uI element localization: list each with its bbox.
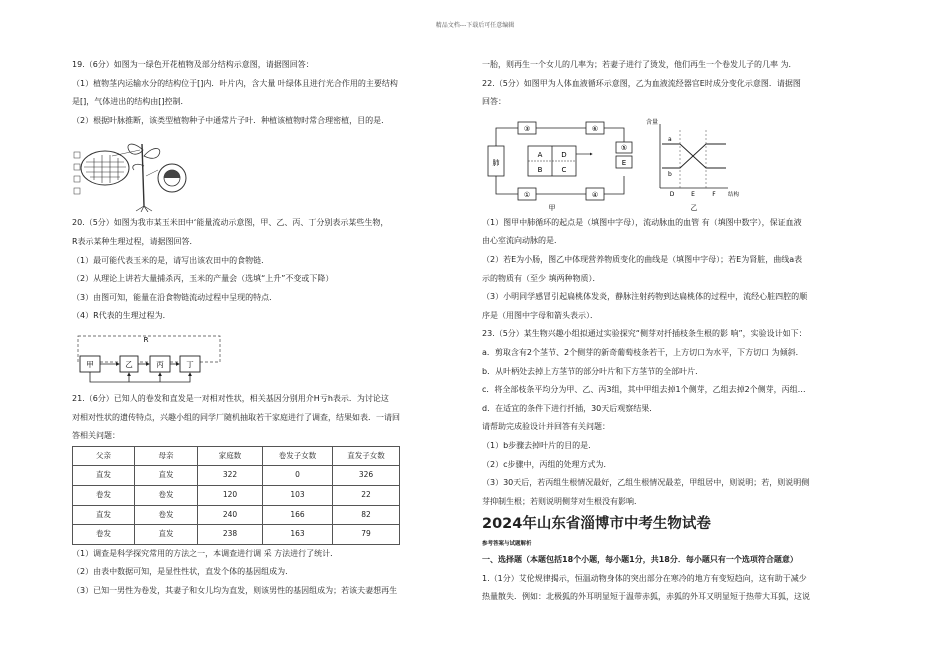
q23-question3b: 芽抑制生根；若则说明侧芽对生根没有影响． bbox=[482, 496, 642, 506]
q23-step-a: a．剪取含有2个茎节、2个侧芽的新奇葡萄枝条若干，上方切口为水平，下方切口 为倾斜． bbox=[482, 347, 804, 357]
table-header: 母亲 bbox=[135, 446, 198, 466]
q22-answer1b: 由心室流向动脉的是． bbox=[482, 236, 562, 246]
table-cell: 直发 bbox=[135, 525, 198, 545]
vessel-6: ⑥ bbox=[591, 124, 599, 133]
answer1-line1: 1.（1分）艾伦规律揭示，恒温动物身体的突出部分在寒冷的地方有变短趋向，这有助于减少 bbox=[482, 573, 807, 583]
answer1-line2: 热量散失．例如：北极狐的外耳明显短于温带赤狐，赤狐的外耳又明显短于热带大耳狐，这说 bbox=[482, 592, 810, 602]
q22-answer2b: 示的物质有（至少 填两种物质）． bbox=[482, 273, 601, 283]
caption-yi: 乙 bbox=[690, 203, 698, 212]
table-cell: 103 bbox=[263, 485, 333, 505]
table-header: 直发子女数 bbox=[333, 446, 400, 466]
table-cell: 直发 bbox=[73, 466, 135, 486]
table-header: 卷发子女数 bbox=[263, 446, 333, 466]
table-cell: 卷发 bbox=[135, 505, 198, 525]
organ-e: E bbox=[621, 158, 627, 167]
table-cell: 326 bbox=[333, 466, 400, 486]
q23-step-b: b．从叶柄处去掉上方茎节的部分叶片和下方茎节的全部叶片． bbox=[482, 366, 704, 376]
q23-question2: （2）c步骤中，丙组的处理方式为． bbox=[482, 459, 612, 469]
table-cell: 卷发 bbox=[135, 485, 198, 505]
q21-line2: 对相对性状的遗传特点，兴趣小组的同学厂随机抽取若干家庭进行了调查，结果如表．一请回 bbox=[72, 412, 400, 422]
q23-ask: 请帮助完成验设计并回答有关问题： bbox=[482, 422, 610, 432]
q20-line3: （1）最可能代表玉米的是，请写出该农田中的食物链． bbox=[72, 255, 270, 265]
table-header: 家庭数 bbox=[198, 446, 263, 466]
node-bing: 丙 bbox=[156, 359, 164, 369]
table-cell: 238 bbox=[198, 525, 263, 545]
chart-ylabel: 含量 bbox=[645, 118, 658, 126]
answer-key-heading: 参考答案与试题解析 bbox=[482, 541, 532, 548]
q23-question1: （1）b步骤去掉叶片的目的是． bbox=[482, 440, 597, 450]
node-jia: 甲 bbox=[86, 359, 94, 369]
q21-answer3: （3）已知一男性为卷发，其妻子和女儿均为直发，则该男性的基因组成为；若该夫妻想再生 bbox=[72, 585, 398, 595]
q21-line3: 答相关问题： bbox=[72, 431, 120, 441]
vessel-5: ⑤ bbox=[620, 143, 628, 152]
table-cell: 322 bbox=[198, 466, 263, 486]
section-heading: 一、选择题（本题包括18个小题，每小题1分，共18分．每小题只有一个选项符合题意） bbox=[482, 555, 798, 565]
table-cell: 卷发 bbox=[73, 485, 135, 505]
q20-line2: R表示某种生理过程，请据图回答． bbox=[72, 236, 198, 246]
table-cell: 79 bbox=[333, 525, 400, 545]
circulation-figure bbox=[482, 116, 882, 214]
q23-step-c: c．将全部枝条平均分为甲、乙、丙3组，其中甲组去掉1个侧芽，乙组去掉2个侧芽，丙组… bbox=[482, 385, 806, 395]
lung-label: 肺 bbox=[492, 158, 500, 167]
q20-line6: （4）R代表的生理过程为． bbox=[72, 311, 171, 321]
left-column bbox=[72, 56, 465, 600]
q22-line2: 回答： bbox=[482, 97, 506, 107]
q21-continuation: 一胎，则再生一个女儿的几率为；若妻子进行了烫发，他们再生一个卷发儿子的几率 为． bbox=[482, 60, 797, 69]
q22-answer1: （1）图甲中肺循环的起点是（填图中字母），流动脉血的血管 有（填图中数字），保证血液 bbox=[482, 217, 802, 227]
table-cell: 0 bbox=[263, 466, 333, 486]
curve-b-label: b bbox=[668, 170, 672, 178]
q21-answer1: （1）调查是科学探究常用的方法之一，本调查进行调 采 方法进行了统计． bbox=[72, 548, 339, 558]
table-cell: 卷发 bbox=[73, 525, 135, 545]
q22-answer3: （3）小明同学感冒引起扁桃体发炎，静脉注射药物到达扁桃体的过程中，流经心脏四腔的顺 bbox=[482, 292, 808, 302]
node-yi: 乙 bbox=[125, 359, 133, 369]
x-tick-f: F bbox=[712, 190, 716, 198]
chamber-d: D bbox=[561, 150, 567, 159]
q19-stem: 19.（6分）如图为一绿色开花植物及部分结构示意图，请据图回答： bbox=[72, 60, 314, 69]
q19-line3: （2）根据叶脉推断，该类型植物种子中通常片子叶．种植该植物时常合理密植，目的是． bbox=[72, 115, 390, 125]
table-row bbox=[73, 505, 400, 525]
q19-line1: （1）植物茎内运输水分的结构位于[]内．叶片内，含大量 叶绿体且进行光合作用的主要结构 bbox=[72, 78, 398, 88]
q21-answer2: （2）由表中数据可知，是显性性状，直发个体的基因组成为． bbox=[72, 567, 294, 577]
q21-stem: 21.（6分）已知人的卷发和直发是一对相对性状，相关基因分别用介H亏h表示．为讨论这 bbox=[72, 393, 389, 403]
vessel-1: ① bbox=[523, 190, 531, 199]
right-column bbox=[482, 56, 882, 607]
table-row bbox=[73, 485, 400, 505]
vessel-3: ③ bbox=[523, 124, 531, 133]
x-tick-e: E bbox=[691, 190, 695, 198]
q20-stem: 20.（5分）如图为我市某玉米田中‘能量流动示意图，甲、乙、丙、丁分别表示某些生物， bbox=[72, 218, 389, 228]
exam-title: 2024年山东省淄博市中考生物试卷 bbox=[482, 516, 711, 533]
table-row bbox=[73, 525, 400, 545]
q23-stem: 23.（5分）某生物兴趣小组拟通过实验探究“侧芽对扦插枝条生根的影 响”，实验设计如下： bbox=[482, 329, 807, 339]
table-cell: 240 bbox=[198, 505, 263, 525]
q22-answer3b: 序是（用图中字母和箭头表示）． bbox=[482, 310, 598, 320]
table-header-row bbox=[73, 446, 400, 466]
diagram-label-r: R bbox=[143, 335, 149, 344]
plant-figure bbox=[72, 136, 465, 214]
table-cell: 直发 bbox=[73, 505, 135, 525]
table-header: 父亲 bbox=[73, 446, 135, 466]
q20-line5: （3）由图可知，能量在沿食物链流动过程中呈现的特点． bbox=[72, 292, 278, 302]
plant-illustration bbox=[72, 136, 212, 212]
heredity-table bbox=[72, 446, 400, 545]
q19-line2: 是[]，气体进出的结构由[]控制． bbox=[72, 97, 189, 107]
q23-question3: （3）30天后，若丙组生根情况最好，乙组生根情况最差，甲组居中，则说明；若，则说明侧 bbox=[482, 478, 810, 488]
table-cell: 120 bbox=[198, 485, 263, 505]
q22-answer2: （2）若E为小肠，图乙中体现营养物质变化的曲线是（填图中字母）；若E为肾脏，曲线a表 bbox=[482, 254, 803, 264]
chamber-a: A bbox=[537, 150, 543, 159]
caption-jia: 甲 bbox=[548, 203, 556, 212]
chamber-c: C bbox=[561, 165, 567, 174]
q22-stem: 22.（5分）如图甲为人体血液循环示意图，乙为血液流经器官E时成分变化示意图．请据图 bbox=[482, 78, 801, 88]
table-cell: 直发 bbox=[135, 466, 198, 486]
x-tick-d: D bbox=[669, 190, 675, 198]
table-cell: 166 bbox=[263, 505, 333, 525]
table-cell: 82 bbox=[333, 505, 400, 525]
page-header: 精品文档---下载后可任意编辑 bbox=[435, 22, 515, 29]
composition-chart bbox=[646, 118, 740, 212]
curve-a-label: a bbox=[668, 135, 672, 143]
table-row bbox=[73, 466, 400, 486]
q20-line4: （2）从理论上讲若大量捕杀丙，玉米的产量会（选填“上升”不变或下降） bbox=[72, 274, 334, 284]
node-ding: 丁 bbox=[186, 359, 194, 369]
q23-step-d: d．在适宜的条件下进行扦插，30天后观察结果． bbox=[482, 403, 658, 413]
chamber-b: B bbox=[537, 165, 543, 174]
table-cell: 163 bbox=[263, 525, 333, 545]
chart-xlabel: 结构 bbox=[728, 191, 740, 198]
table-cell: 22 bbox=[333, 485, 400, 505]
vessel-4: ④ bbox=[591, 190, 599, 199]
energy-flow-figure bbox=[72, 330, 465, 390]
